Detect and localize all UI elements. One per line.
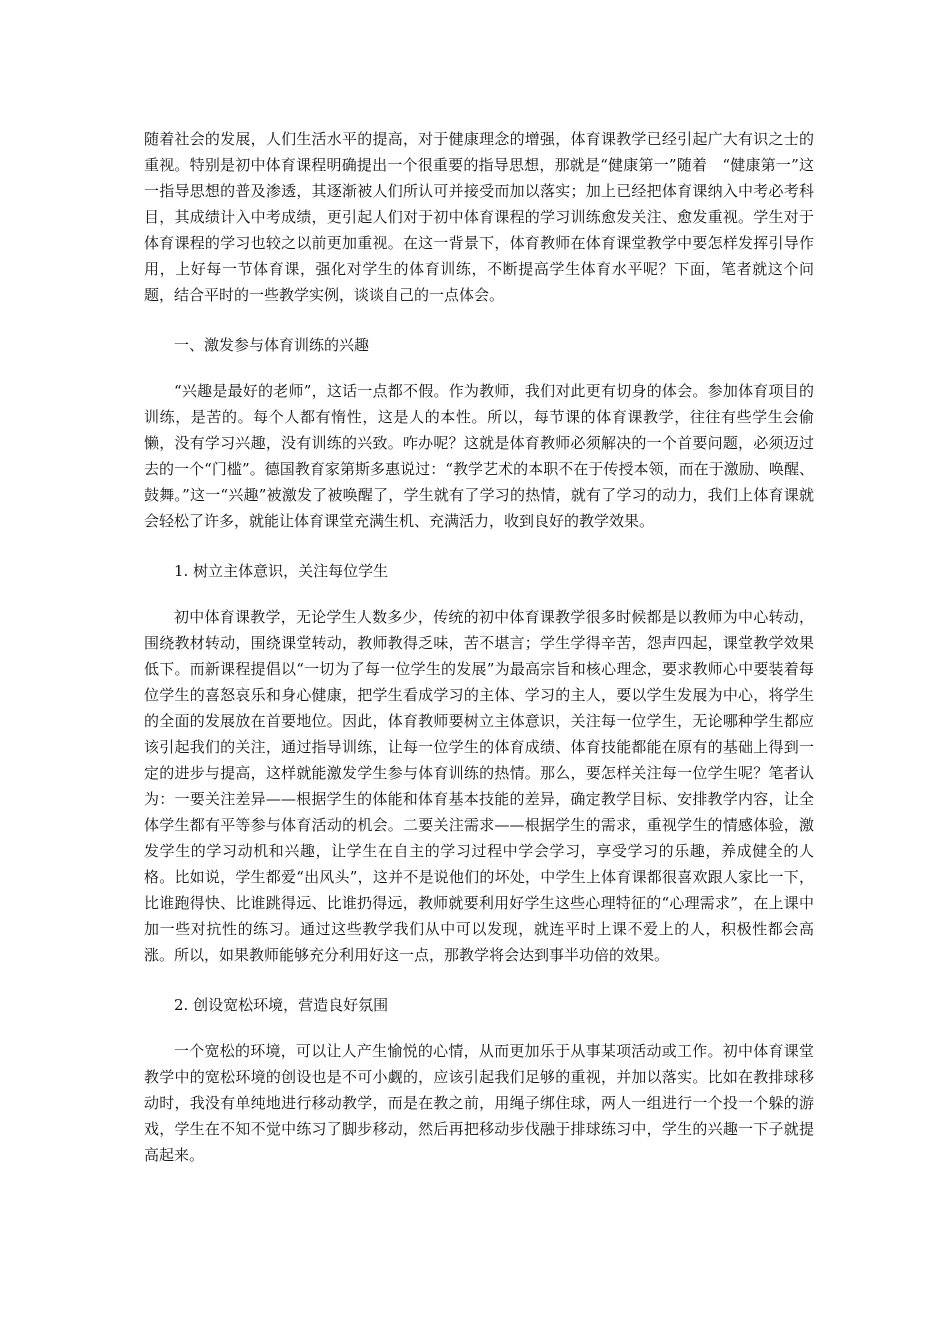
subsection-heading-2: 2. 创设宽松环境，营造良好氛围 bbox=[174, 996, 389, 1014]
section-1-paragraph: “兴趣是最好的老师”，这话一点都不假。作为教师，我们对此更有切身的体会。参加体育项目的训练，是苦的。每个人都有惰性，这是人的本性。所以，每节课的体育课教学，往往有些学生会偷懒，没有学习兴趣，没有训练的兴致。咋办呢？这就是体育教师必须解决的一个首要问题，必须迈过去的一个“门槛”。德国教育家第斯多惠说过：“教学艺术的本职不在于传授本领，而在于激励、唤醒、鼓舞。”这一“兴趣”被激发了被唤醒了，学生就有了学习的热情，就有了学习的动力，我们上体育课就会轻松了许多，就能让体育课堂充满生机、充满活力，收到良好的教学效果。 bbox=[144, 382, 814, 530]
subsection-2-paragraph: 一个宽松的环境，可以让人产生愉悦的心情，从而更加乐于从事某项活动或工作。初中体育课堂教学中的宽松环境的创设也是不可小觑的，应该引起我们足够的重视，并加以落实。比如在教排球移动时，我没有单纯地进行移动教学，而是在教之前，用绳子绑住球，两人一组进行一个投一个躲的游戏，学生在不知不觉中练习了脚步移动，然后再把移动步伐融于排球练习中，学生的兴趣一下子就提高起来。 bbox=[144, 1042, 814, 1164]
intro-paragraph: 随着社会的发展，人们生活水平的提高，对于健康理念的增强，体育课教学已经引起广大有识之士的重视。特别是初中体育课程明确提出一个很重要的指导思想，那就是“健康第一”随着 “健康第一”这一指导思想的普及渗透，其逐渐被人们所认可并接受而加以落实；加上已经把体育课纳入中考必考科目，其成绩计入中考成绩，更引起人们对于初中体育课程的学习训练愈发关注、愈发重视。学生对于体育课程的学习也较之以前更加重视。在这一背景下，体育教师在体育课堂教学中要怎样发挥引导作用，上好每一节体育课，强化对学生的体育训练，不断提高学生体育水平呢？下面，笔者就这个问题，结合平时的一些教学实例，谈谈自己的一点体会。 bbox=[144, 130, 814, 304]
subsection-heading-1: 1. 树立主体意识，关注每位学生 bbox=[174, 562, 389, 580]
section-heading-1: 一、激发参与体育训练的兴趣 bbox=[174, 336, 370, 354]
document-body bbox=[144, 126, 814, 1168]
subsection-1-paragraph: 初中体育课教学，无论学生人数多少，传统的初中体育课教学很多时候都是以教师为中心转动，围绕教材转动，围绕课堂转动，教师教得乏味，苦不堪言；学生学得辛苦，怨声四起，课堂教学效果低下。而新课程提倡以“一切为了每一位学生的发展”为最高宗旨和核心理念，要求教师心中要装着每位学生的喜怒哀乐和身心健康，把学生看成学习的主体、学习的主人，要以学生发展为中心，将学生的全面的发展放在首要地位。因此，体育教师要树立主体意识，关注每一位学生，无论哪种学生都应该引起我们的关注，通过指导训练，让每一位学生的体育成绩、体育技能都能在原有的基础上得到一定的进步与提高，这样就能激发学生参与体育训练的热情。那么，要怎样关注每一位学生呢？笔者认为：一要关注差异——根据学生的体能和体育基本技能的差异，确定教学目标、安排教学内容，让全体学生都有平等参与体育活动的机会。二要关注需求——根据学生的需求，重视学生的情感体验，激发学生的学习动机和兴趣，让学生在自主的学习过程中学会学习，享受学习的乐趣，养成健全的人格。比如说，学生都爱“出风头”，这并不是说他们的坏处，中学生上体育课都很喜欢跟人家比一下，比谁跑得快、比谁跳得远、比谁扔得远，教师就要利用好学生这些心理特征的“心理需求”，在上课中加一些对抗性的练习。通过这些教学我们从中可以发现，就连平时上课不爱上的人，积极性都会高涨。所以，如果教师能够充分利用好这一点，那教学将会达到事半功倍的效果。 bbox=[144, 608, 814, 964]
